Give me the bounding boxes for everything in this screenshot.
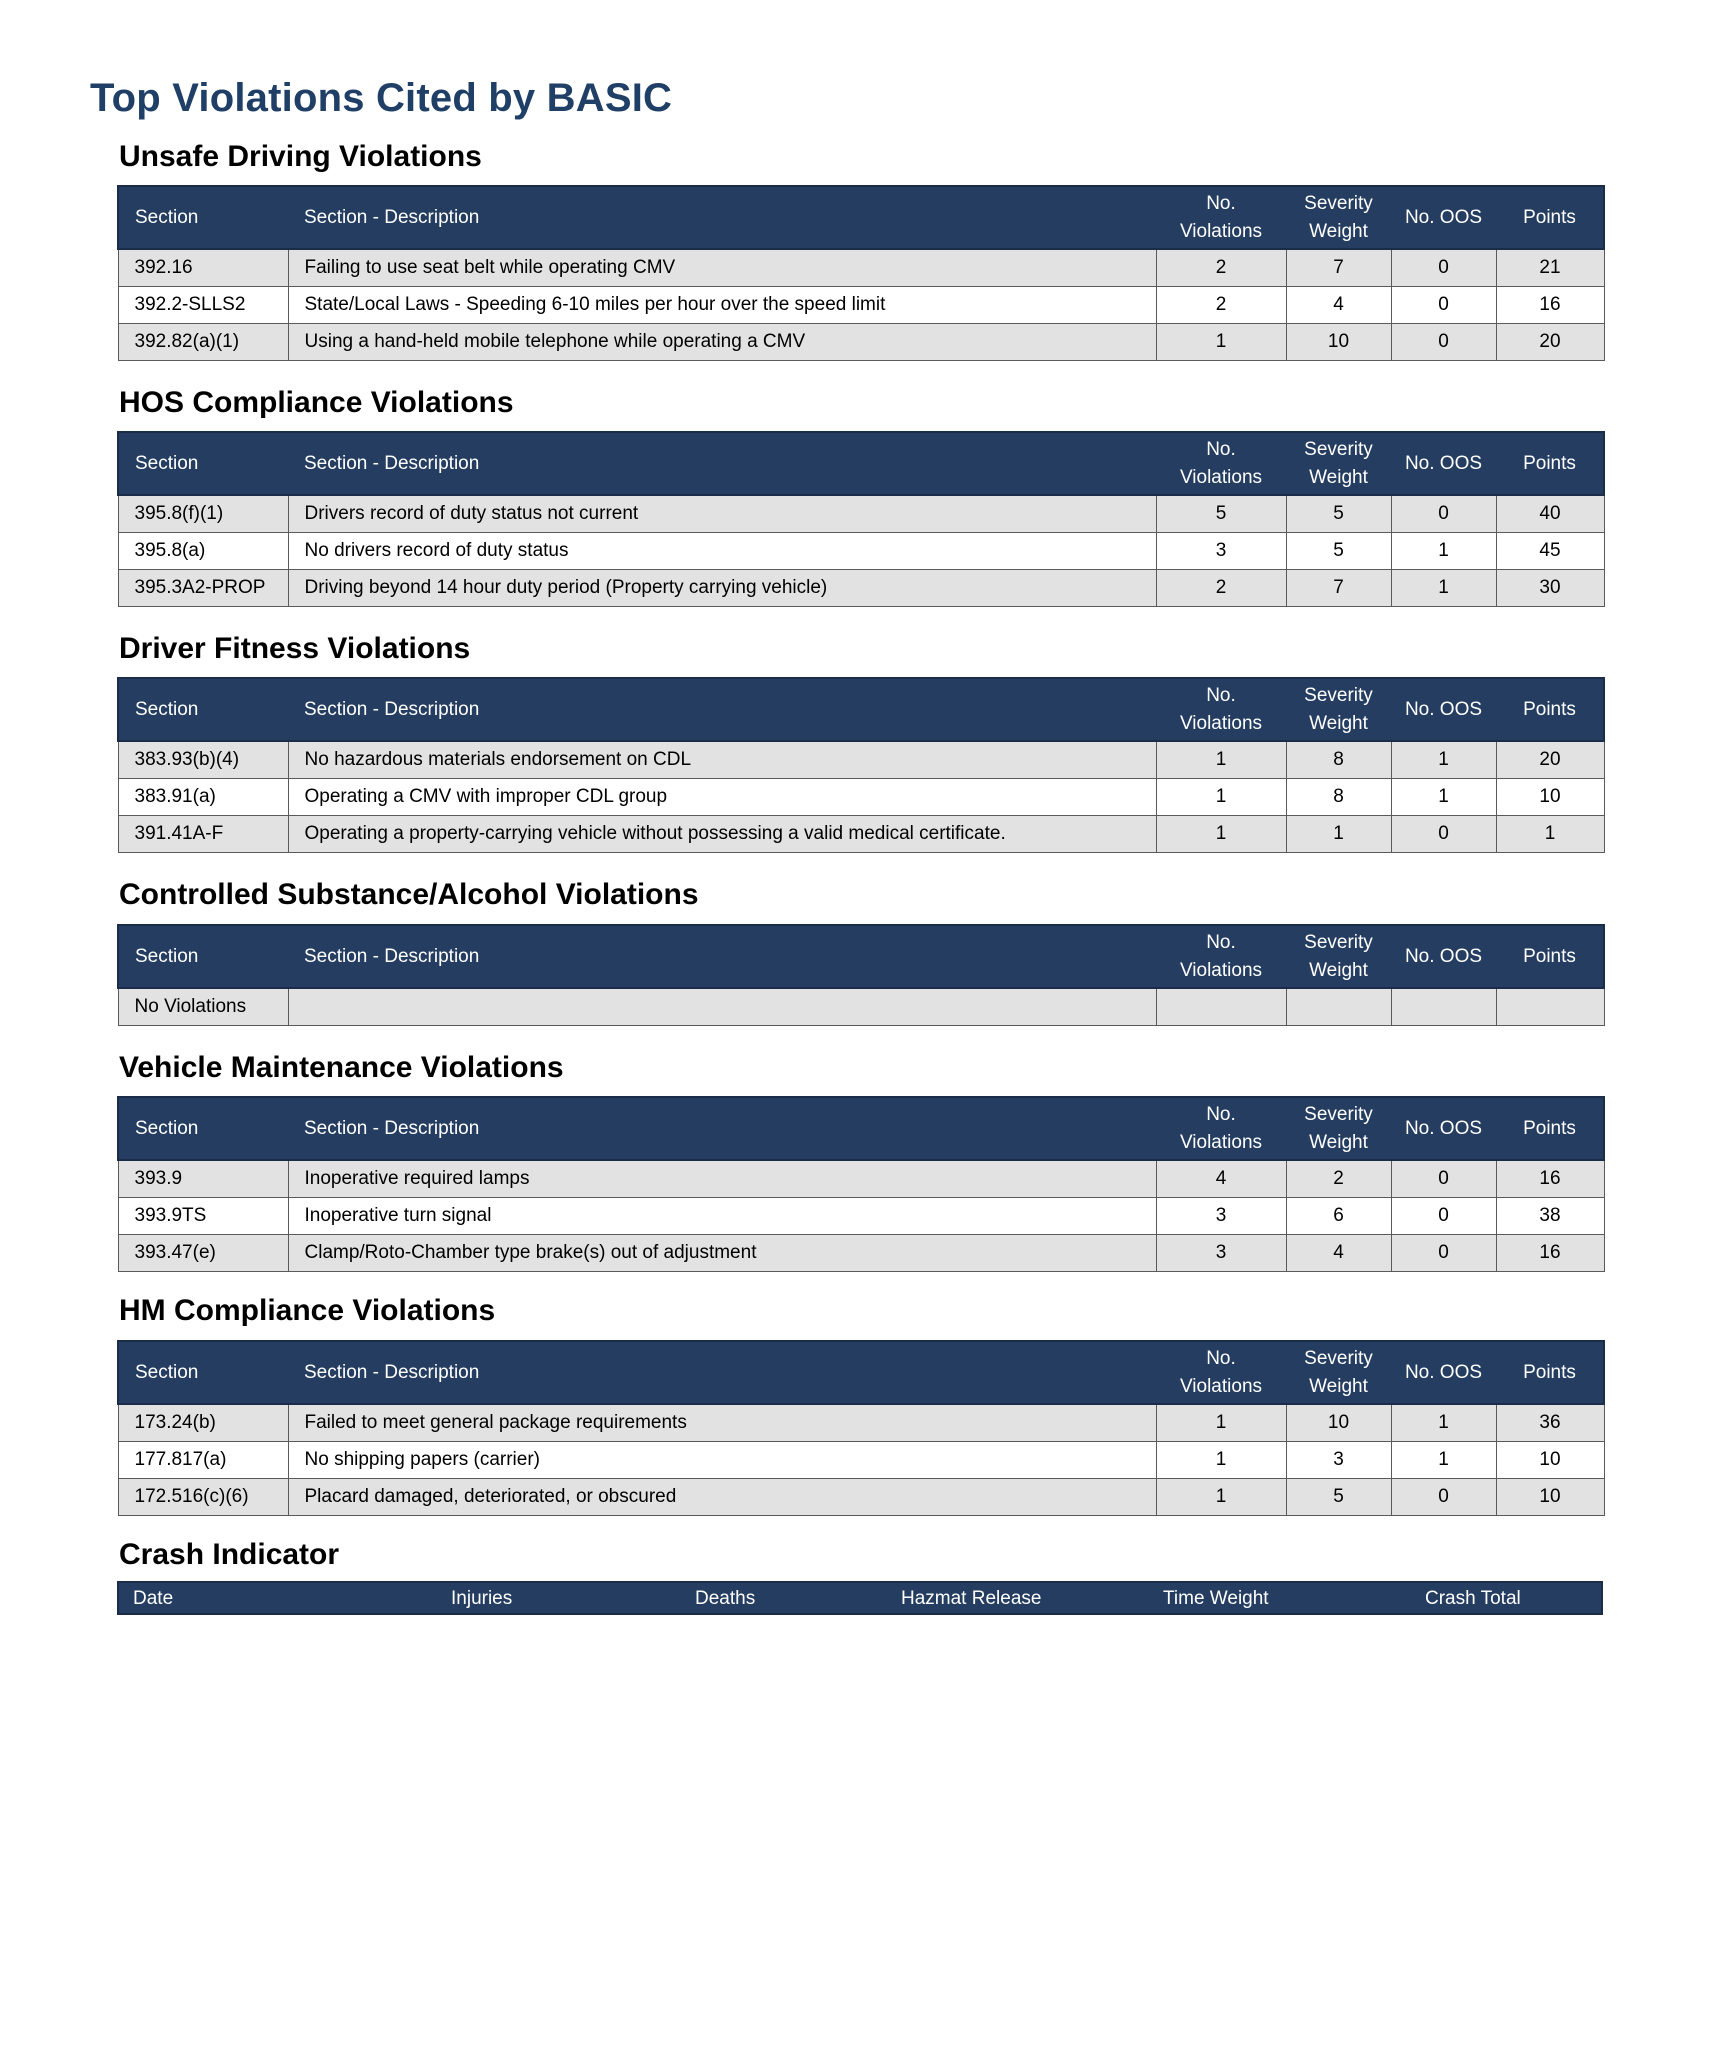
severity-header-line2: Weight <box>1309 1131 1368 1153</box>
description-column-header: Section - Description <box>288 925 1156 988</box>
violations-header-line1: No. <box>1206 192 1236 214</box>
section-cell: 383.91(a) <box>118 778 288 815</box>
points-column-header: Points <box>1496 186 1604 249</box>
oos-cell: 0 <box>1391 1234 1496 1271</box>
points-cell: 16 <box>1496 1234 1604 1271</box>
oos-cell: 0 <box>1391 249 1496 286</box>
hm-compliance-heading: HM Compliance Violations <box>119 1294 496 1327</box>
table-row <box>118 249 1604 286</box>
section-cell: 392.82(a)(1) <box>118 323 288 360</box>
violations-cell: 2 <box>1156 286 1286 323</box>
oos-column-header: No. OOS <box>1391 678 1496 741</box>
oos-cell: 1 <box>1391 778 1496 815</box>
severity-weight-cell: 8 <box>1286 778 1391 815</box>
severity-column-header <box>1286 1341 1391 1404</box>
violations-cell: 3 <box>1156 1234 1286 1271</box>
crash-hazmat-column-header: Hazmat Release <box>901 1588 1042 1609</box>
severity-weight-cell: 7 <box>1286 249 1391 286</box>
severity-weight-cell: 7 <box>1286 569 1391 606</box>
description-column-header: Section - Description <box>288 186 1156 249</box>
description-cell: Operating a property-carrying vehicle without possessing a valid medical certificate. <box>288 815 1156 852</box>
table-header-row <box>118 678 1604 741</box>
severity-header-line1: Severity <box>1304 192 1373 214</box>
section-cell: 392.2-SLLS2 <box>118 286 288 323</box>
points-cell: 21 <box>1496 249 1604 286</box>
driver-fitness-heading: Driver Fitness Violations <box>119 632 471 665</box>
points-column-header: Points <box>1496 1097 1604 1160</box>
oos-column-header: No. OOS <box>1391 1341 1496 1404</box>
hos-compliance-table <box>117 431 1605 607</box>
points-column-header: Points <box>1496 432 1604 495</box>
severity-weight-cell: 1 <box>1286 815 1391 852</box>
violations-cell <box>1156 988 1286 1025</box>
description-column-header: Section - Description <box>288 1097 1156 1160</box>
driver-fitness-table <box>117 677 1605 853</box>
section-cell: 173.24(b) <box>118 1404 288 1441</box>
points-cell: 20 <box>1496 741 1604 778</box>
violations-cell: 2 <box>1156 569 1286 606</box>
severity-weight-cell: 5 <box>1286 495 1391 532</box>
table-header-row <box>118 1341 1604 1404</box>
points-cell <box>1496 988 1604 1025</box>
points-cell: 10 <box>1496 1478 1604 1515</box>
oos-cell: 1 <box>1391 1441 1496 1478</box>
description-cell: State/Local Laws - Speeding 6-10 miles per hour over the speed limit <box>288 286 1156 323</box>
description-column-header: Section - Description <box>288 678 1156 741</box>
severity-header-line1: Severity <box>1304 931 1373 953</box>
points-cell: 16 <box>1496 286 1604 323</box>
severity-column-header <box>1286 186 1391 249</box>
severity-column-header <box>1286 678 1391 741</box>
severity-column-header <box>1286 432 1391 495</box>
controlled-substance-heading: Controlled Substance/Alcohol Violations <box>119 878 699 911</box>
oos-column-header: No. OOS <box>1391 925 1496 988</box>
controlled-substance-table <box>117 924 1605 1026</box>
oos-cell: 1 <box>1391 741 1496 778</box>
oos-cell: 0 <box>1391 1478 1496 1515</box>
description-cell: No drivers record of duty status <box>288 532 1156 569</box>
oos-cell: 0 <box>1391 1160 1496 1197</box>
hm-compliance-table <box>117 1340 1605 1516</box>
violations-header-line2: Violations <box>1179 712 1263 734</box>
section-cell: 393.9 <box>118 1160 288 1197</box>
severity-header-line1: Severity <box>1304 684 1373 706</box>
violations-column-header <box>1156 186 1286 249</box>
severity-header-line2: Weight <box>1309 712 1368 734</box>
severity-header-line2: Weight <box>1309 466 1368 488</box>
description-cell: No hazardous materials endorsement on CDL <box>288 741 1156 778</box>
severity-weight-cell: 4 <box>1286 1234 1391 1271</box>
oos-cell: 0 <box>1391 495 1496 532</box>
table-header-row <box>118 186 1604 249</box>
oos-column-header: No. OOS <box>1391 186 1496 249</box>
severity-weight-cell: 10 <box>1286 323 1391 360</box>
oos-cell: 1 <box>1391 532 1496 569</box>
violations-header-line2: Violations <box>1179 220 1263 242</box>
points-cell: 40 <box>1496 495 1604 532</box>
table-row <box>118 1441 1604 1478</box>
violations-header-line1: No. <box>1206 931 1236 953</box>
oos-cell: 1 <box>1391 1404 1496 1441</box>
table-row <box>118 778 1604 815</box>
violations-cell: 1 <box>1156 778 1286 815</box>
table-row <box>118 1160 1604 1197</box>
violations-cell: 4 <box>1156 1160 1286 1197</box>
violations-header-line2: Violations <box>1179 1375 1263 1397</box>
table-row <box>118 532 1604 569</box>
points-column-header: Points <box>1496 678 1604 741</box>
table-row <box>118 495 1604 532</box>
severity-header-line2: Weight <box>1309 959 1368 981</box>
points-column-header: Points <box>1496 925 1604 988</box>
oos-column-header: No. OOS <box>1391 432 1496 495</box>
severity-column-header <box>1286 1097 1391 1160</box>
violations-cell: 1 <box>1156 1478 1286 1515</box>
section-cell: 391.41A-F <box>118 815 288 852</box>
points-cell: 1 <box>1496 815 1604 852</box>
violations-header-line1: No. <box>1206 684 1236 706</box>
section-column-header: Section <box>118 1097 288 1160</box>
severity-header-line2: Weight <box>1309 220 1368 242</box>
violations-header-line2: Violations <box>1179 466 1263 488</box>
table-header-row <box>118 1097 1604 1160</box>
crash-indicator-header-bar <box>117 1581 1603 1615</box>
table-row <box>118 1478 1604 1515</box>
severity-column-header <box>1286 925 1391 988</box>
table-row <box>118 1197 1604 1234</box>
oos-cell: 0 <box>1391 1197 1496 1234</box>
violations-header-line1: No. <box>1206 438 1236 460</box>
points-cell: 30 <box>1496 569 1604 606</box>
oos-cell: 0 <box>1391 323 1496 360</box>
vehicle-maintenance-heading: Vehicle Maintenance Violations <box>119 1051 564 1084</box>
violations-cell: 2 <box>1156 249 1286 286</box>
points-cell: 10 <box>1496 778 1604 815</box>
unsafe-driving-table <box>117 185 1605 361</box>
severity-header-line1: Severity <box>1304 438 1373 460</box>
violations-column-header <box>1156 1341 1286 1404</box>
violations-cell: 1 <box>1156 1441 1286 1478</box>
severity-header-line1: Severity <box>1304 1103 1373 1125</box>
points-cell: 20 <box>1496 323 1604 360</box>
description-cell: Using a hand-held mobile telephone while operating a CMV <box>288 323 1156 360</box>
violations-cell: 1 <box>1156 1404 1286 1441</box>
violations-cell: 1 <box>1156 741 1286 778</box>
unsafe-driving-heading: Unsafe Driving Violations <box>119 140 482 173</box>
violations-cell: 1 <box>1156 815 1286 852</box>
table-row <box>118 286 1604 323</box>
description-cell <box>288 988 1156 1025</box>
table-row <box>118 569 1604 606</box>
description-column-header: Section - Description <box>288 1341 1156 1404</box>
description-cell: Inoperative turn signal <box>288 1197 1156 1234</box>
section-column-header: Section <box>118 1341 288 1404</box>
section-cell: 177.817(a) <box>118 1441 288 1478</box>
section-cell: 383.93(b)(4) <box>118 741 288 778</box>
table-row <box>118 1404 1604 1441</box>
section-cell: 395.8(a) <box>118 532 288 569</box>
section-cell: 172.516(c)(6) <box>118 1478 288 1515</box>
description-cell: Operating a CMV with improper CDL group <box>288 778 1156 815</box>
table-row <box>118 323 1604 360</box>
severity-weight-cell: 8 <box>1286 741 1391 778</box>
page-title: Top Violations Cited by BASIC <box>90 76 673 120</box>
table-row <box>118 815 1604 852</box>
oos-cell: 0 <box>1391 815 1496 852</box>
oos-cell: 1 <box>1391 569 1496 606</box>
severity-weight-cell <box>1286 988 1391 1025</box>
severity-weight-cell: 5 <box>1286 1478 1391 1515</box>
crash-injuries-column-header: Injuries <box>451 1588 513 1609</box>
description-cell: Driving beyond 14 hour duty period (Property carrying vehicle) <box>288 569 1156 606</box>
violations-column-header <box>1156 925 1286 988</box>
severity-weight-cell: 4 <box>1286 286 1391 323</box>
section-column-header: Section <box>118 186 288 249</box>
oos-cell: 0 <box>1391 286 1496 323</box>
violations-column-header <box>1156 1097 1286 1160</box>
table-row <box>118 741 1604 778</box>
oos-column-header: No. OOS <box>1391 1097 1496 1160</box>
violations-cell: 3 <box>1156 532 1286 569</box>
violations-column-header <box>1156 432 1286 495</box>
severity-weight-cell: 10 <box>1286 1404 1391 1441</box>
points-cell: 45 <box>1496 532 1604 569</box>
severity-weight-cell: 6 <box>1286 1197 1391 1234</box>
severity-weight-cell: 3 <box>1286 1441 1391 1478</box>
section-cell: 393.9TS <box>118 1197 288 1234</box>
description-cell: Failing to use seat belt while operating CMV <box>288 249 1156 286</box>
section-column-header: Section <box>118 432 288 495</box>
section-cell: 393.47(e) <box>118 1234 288 1271</box>
violations-cell: 3 <box>1156 1197 1286 1234</box>
violations-header-line2: Violations <box>1179 959 1263 981</box>
table-row <box>118 1234 1604 1271</box>
points-cell: 36 <box>1496 1404 1604 1441</box>
description-column-header: Section - Description <box>288 432 1156 495</box>
section-cell: No Violations <box>118 988 288 1025</box>
description-cell: Drivers record of duty status not current <box>288 495 1156 532</box>
section-column-header: Section <box>118 678 288 741</box>
crash-indicator-heading: Crash Indicator <box>119 1538 340 1571</box>
table-header-row <box>118 432 1604 495</box>
section-cell: 395.8(f)(1) <box>118 495 288 532</box>
points-cell: 10 <box>1496 1441 1604 1478</box>
description-cell: Clamp/Roto-Chamber type brake(s) out of adjustment <box>288 1234 1156 1271</box>
oos-cell <box>1391 988 1496 1025</box>
vehicle-maintenance-table <box>117 1096 1605 1272</box>
violations-cell: 1 <box>1156 323 1286 360</box>
crash-deaths-column-header: Deaths <box>695 1588 756 1609</box>
table-row <box>118 988 1604 1025</box>
crash-date-column-header: Date <box>133 1588 174 1609</box>
violations-header-line1: No. <box>1206 1103 1236 1125</box>
violations-header-line2: Violations <box>1179 1131 1263 1153</box>
description-cell: Failed to meet general package requirements <box>288 1404 1156 1441</box>
severity-header-line1: Severity <box>1304 1347 1373 1369</box>
description-cell: No shipping papers (carrier) <box>288 1441 1156 1478</box>
section-cell: 395.3A2-PROP <box>118 569 288 606</box>
points-cell: 16 <box>1496 1160 1604 1197</box>
severity-weight-cell: 2 <box>1286 1160 1391 1197</box>
table-header-row <box>118 925 1604 988</box>
violations-column-header <box>1156 678 1286 741</box>
points-cell: 38 <box>1496 1197 1604 1234</box>
severity-weight-cell: 5 <box>1286 532 1391 569</box>
violations-header-line1: No. <box>1206 1347 1236 1369</box>
crash-time-weight-column-header: Time Weight <box>1163 1588 1269 1609</box>
description-cell: Inoperative required lamps <box>288 1160 1156 1197</box>
description-cell: Placard damaged, deteriorated, or obscured <box>288 1478 1156 1515</box>
violations-cell: 5 <box>1156 495 1286 532</box>
points-column-header: Points <box>1496 1341 1604 1404</box>
hos-compliance-heading: HOS Compliance Violations <box>119 386 514 419</box>
crash-total-column-header: Crash Total <box>1425 1588 1521 1609</box>
section-column-header: Section <box>118 925 288 988</box>
section-cell: 392.16 <box>118 249 288 286</box>
severity-header-line2: Weight <box>1309 1375 1368 1397</box>
